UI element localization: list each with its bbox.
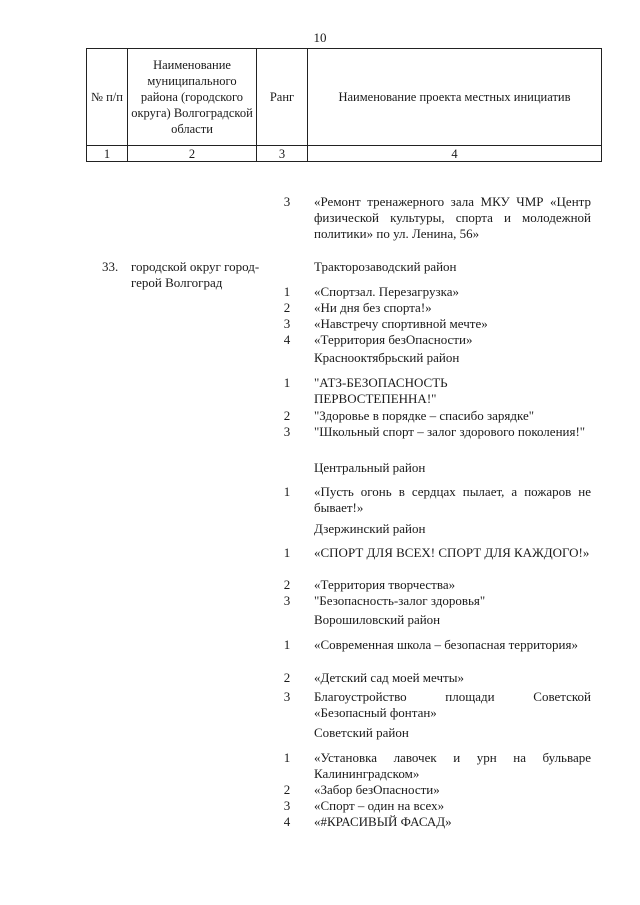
project-rank: 3 <box>283 424 291 439</box>
district-name: Тракторозаводский район <box>314 259 457 274</box>
header-col-number: № п/п <box>87 49 128 146</box>
district-name: Дзержинский район <box>314 521 426 536</box>
project-rank: 2 <box>283 408 291 423</box>
project-name: «Спортзал. Перезагрузка» <box>314 284 459 299</box>
district-name: Советский район <box>314 725 409 740</box>
district-name: Центральный район <box>314 460 426 475</box>
project-name: "Школьный спорт – залог здорового поколения!" <box>314 424 586 439</box>
project-rank: 3 <box>283 798 291 813</box>
project-rank: 1 <box>283 484 291 499</box>
project-name: «Установка лавочек и урн на бульваре Калининградском» <box>314 750 591 781</box>
row-number: 33. <box>102 259 119 274</box>
project-rank: 1 <box>283 750 291 765</box>
project-name: «Территория безОпасности» <box>314 332 473 347</box>
project-rank: 1 <box>283 284 291 299</box>
header-col-rank: Ранг <box>257 49 308 146</box>
project-name: «Детский сад моей мечты» <box>314 670 464 685</box>
project-name: «#КРАСИВЫЙ ФАСАД» <box>314 814 452 829</box>
district-name: Ворошиловский район <box>314 612 441 627</box>
header-index-2: 2 <box>128 146 257 162</box>
project-name: «СПОРТ ДЛЯ ВСЕХ! СПОРТ ДЛЯ КАЖДОГО!» <box>314 545 590 560</box>
project-rank: 1 <box>283 637 291 652</box>
project-rank: 2 <box>283 782 291 797</box>
project-rank: 3 <box>283 689 291 704</box>
project-rank: 3 <box>283 316 291 331</box>
project-rank: 3 <box>283 593 291 608</box>
header-index-1: 1 <box>87 146 128 162</box>
header-index-3: 3 <box>257 146 308 162</box>
project-rank: 2 <box>283 577 291 592</box>
project-rank: 2 <box>283 300 291 315</box>
header-col-project: Наименование проекта местных инициатив <box>308 49 602 146</box>
project-rank: 4 <box>283 814 291 829</box>
project-name: «Забор безОпасности» <box>314 782 440 797</box>
project-rank: 4 <box>283 332 291 347</box>
project-name: «Ремонт тренажерного зала МКУ ЧМР «Центр физической культуры, спорта и молодежной политики» по ул. Ленина, 56» <box>314 194 591 241</box>
project-name: «Ни дня без спорта!» <box>314 300 432 315</box>
project-name: «Спорт – один на всех» <box>314 798 445 813</box>
project-rank: 1 <box>283 545 291 560</box>
project-rank: 1 <box>283 375 291 390</box>
project-name: "Здоровье в порядке – спасибо зарядке" <box>314 408 535 423</box>
header-col-municipality: Наименование муниципального района (городского округа) Волгоградской области <box>128 49 257 146</box>
district-name: Краснооктябрьский район <box>314 350 460 365</box>
project-name: Благоустройство площади Советской «Безопасный фонтан» <box>314 689 591 720</box>
project-name: "Безопасность-залог здоровья" <box>314 593 486 608</box>
header-index-4: 4 <box>308 146 602 162</box>
municipality-name: городской округ город-герой Волгоград <box>131 259 260 290</box>
project-rank: 3 <box>283 194 291 209</box>
project-name: «Навстречу спортивной мечте» <box>314 316 488 331</box>
project-name: «Пусть огонь в сердцах пылает, а пожаров не бывает!» <box>314 484 591 515</box>
project-rank: 2 <box>283 670 291 685</box>
project-name: «Территория творчества» <box>314 577 456 592</box>
project-name: "АТЗ-БЕЗОПАСНОСТЬ ПЕРВОСТЕПЕННА!" <box>314 375 448 406</box>
header-table <box>86 48 602 162</box>
project-name: «Современная школа – безопасная территория» <box>314 637 578 652</box>
page-number: 10 <box>313 30 327 45</box>
